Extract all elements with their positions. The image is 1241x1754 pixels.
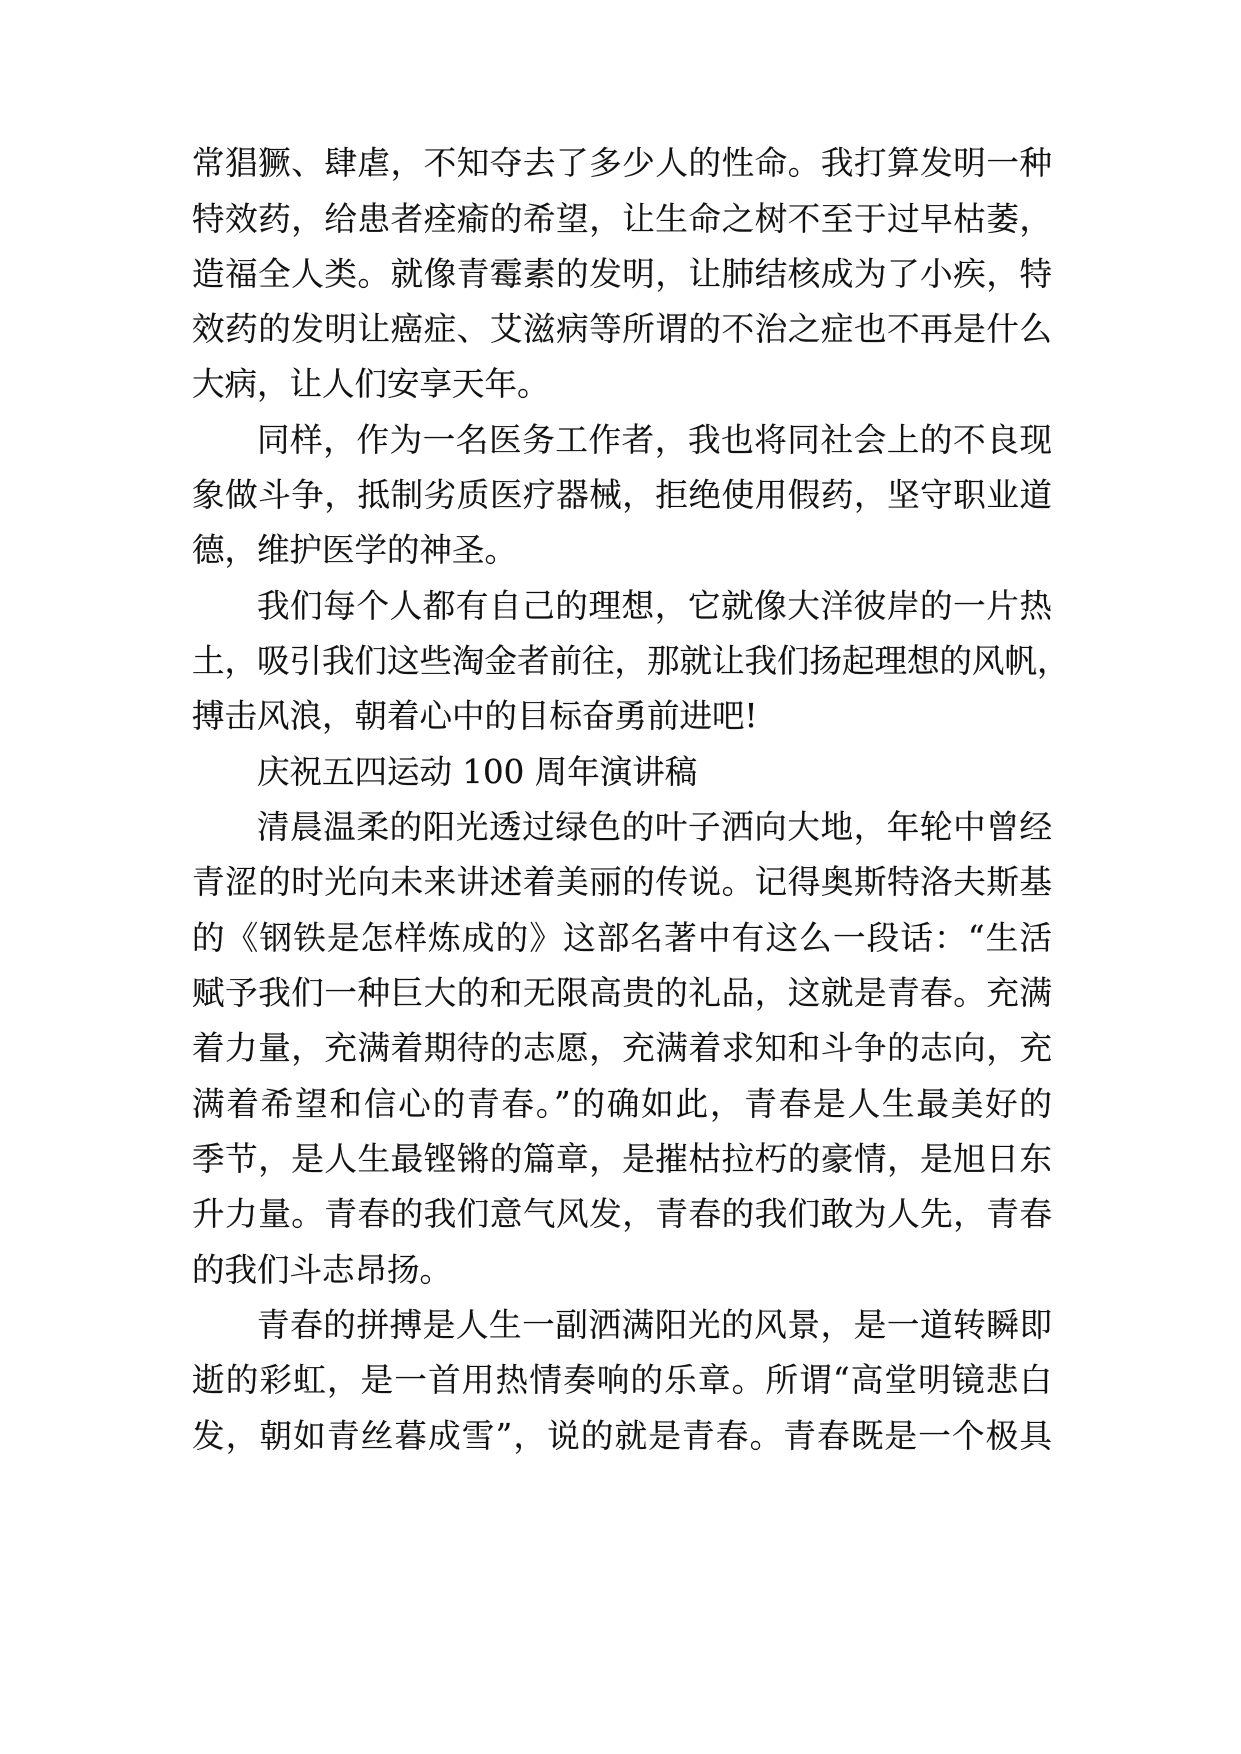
text-line: 特效药，给患者痊瘉的希望，让生命之树不至于过早枯萎， [192, 200, 1052, 238]
text-line: 发，朝如青丝暮成雪”，说的就是青春。青春既是一个极具 [192, 1417, 1052, 1455]
text-line: 的我们斗志昂扬。 [192, 1251, 453, 1289]
text-line: 搏击风浪，朝着心中的目标奋勇前进吧! [192, 697, 758, 735]
text-line: 季节，是人生最铿锵的篇章，是摧枯拉朽的豪情，是旭日东 [192, 1140, 1052, 1178]
text-line: 着力量，充满着期待的志愿，充满着求知和斗争的志向，充 [192, 1029, 1052, 1067]
text-line: 常猖獗、肆虐，不知夺去了多少人的性命。我打算发明一种 [192, 144, 1052, 182]
text-line: 土，吸引我们这些淘金者前往，那就让我们扬起理想的风帆， [192, 642, 1070, 680]
paragraph-start-line: 清晨温柔的阳光透过绿色的叶子洒向大地，年轮中曾经 [257, 808, 1052, 846]
text-line: 赋予我们一种巨大的和无限高贵的礼品，这就是青春。充满 [192, 974, 1052, 1012]
text-line: 效药的发明让癌症、艾滋病等所谓的不治之症也不再是什么 [192, 310, 1052, 348]
section-title: 庆祝五四运动 100 周年演讲稿 [257, 753, 698, 791]
text-line: 德，维护医学的神圣。 [192, 531, 518, 569]
paragraph-start-line: 青春的拼搏是人生一副洒满阳光的风景，是一道转瞬即 [257, 1306, 1052, 1344]
text-line: 满着希望和信心的青春。”的确如此，青春是人生最美好的 [192, 1085, 1052, 1123]
text-line: 青涩的时光向未来讲述着美丽的传说。记得奥斯特洛夫斯基 [192, 863, 1052, 901]
text-line: 大病，让人们安享天年。 [192, 365, 550, 403]
text-line: 的《钢铁是怎样炼成的》这部名著中有这么一段话：“生活 [192, 919, 1052, 957]
paragraph-start-line: 我们每个人都有自己的理想，它就像大洋彼岸的一片热 [257, 587, 1052, 625]
text-line: 升力量。青春的我们意气风发，青春的我们敢为人先，青春 [192, 1195, 1052, 1233]
text-line: 逝的彩虹，是一首用热情奏响的乐章。所谓“高堂明镜悲白 [192, 1361, 1052, 1399]
paragraph-start-line: 同样，作为一名医务工作者，我也将同社会上的不良现 [257, 421, 1052, 459]
text-line: 造福全人类。就像青霉素的发明，让肺结核成为了小疾，特 [192, 255, 1052, 293]
text-line: 象做斗争，抵制劣质医疗器械，拒绝使用假药，坚守职业道 [192, 476, 1052, 514]
